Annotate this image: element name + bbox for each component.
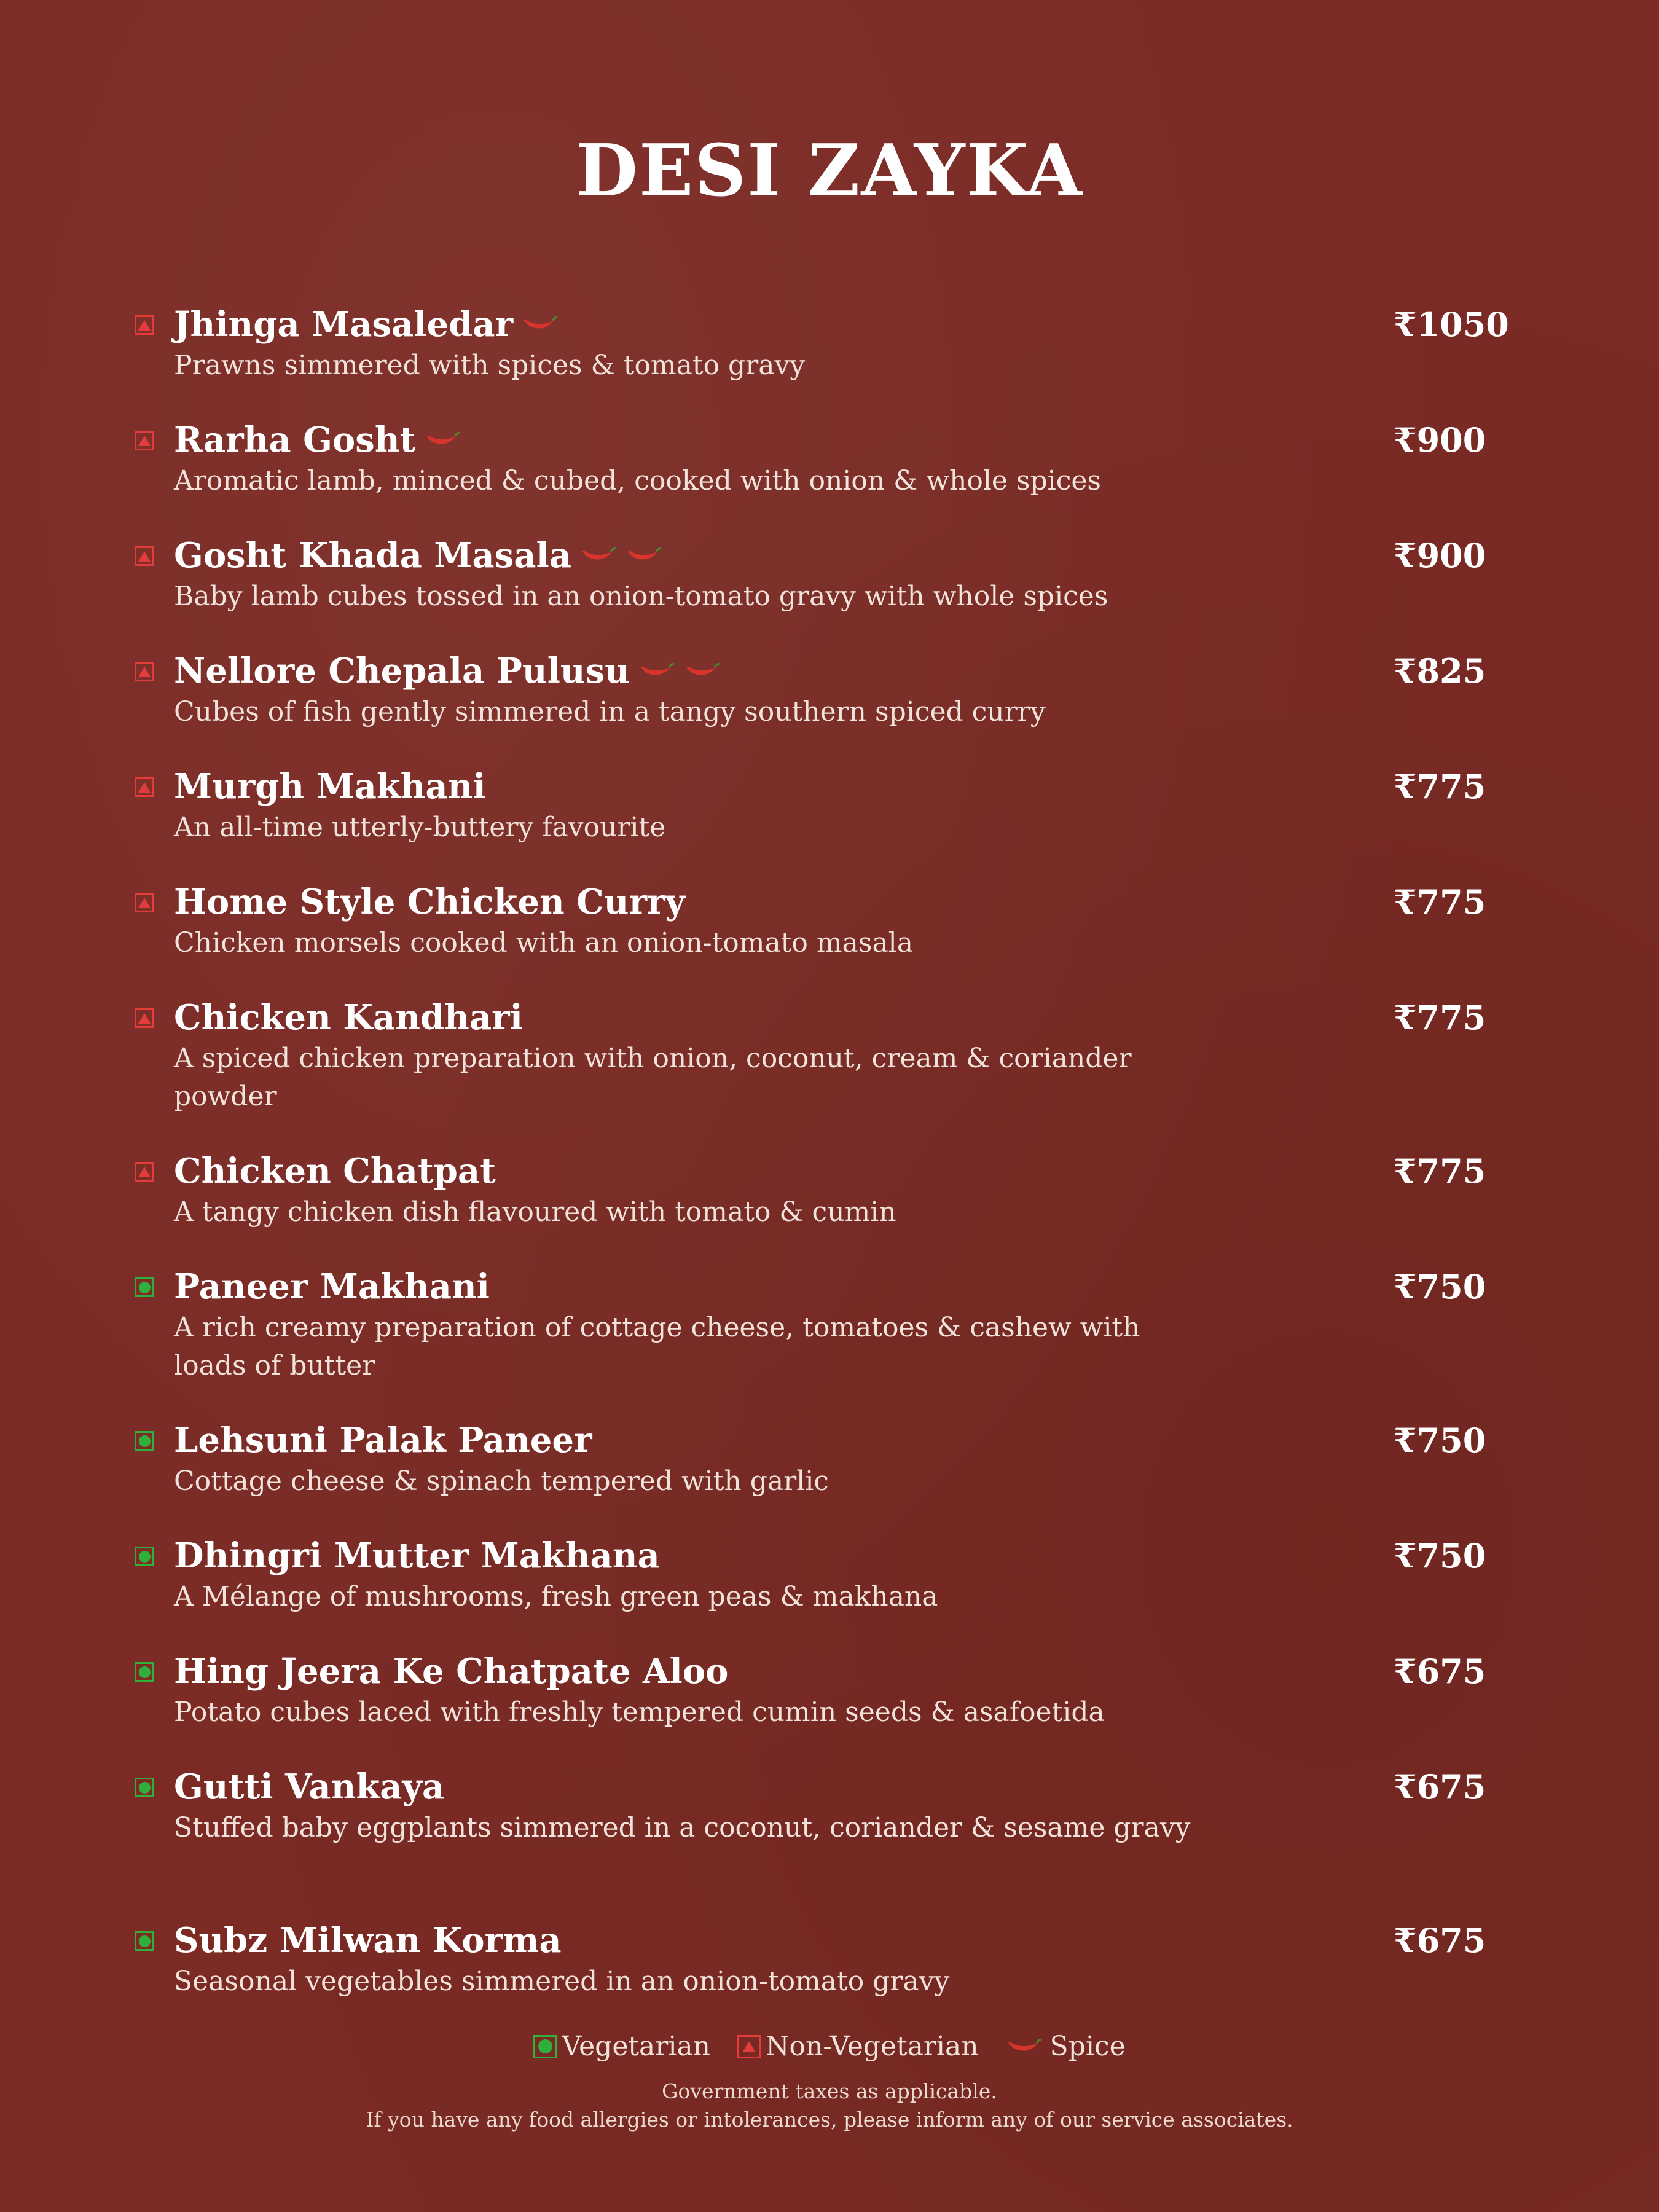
dish-name <box>174 301 559 348</box>
dish-name-text: Subz Milwan Korma <box>174 1920 562 1961</box>
chili-icon <box>684 662 721 680</box>
dish-description: A rich creamy preparation of cottage cheese, tomatoes & cashew with loads of butter <box>174 1312 1140 1381</box>
nonveg-marker-icon <box>135 662 154 681</box>
dish-price: ₹750 <box>1394 1421 1486 1460</box>
dish-name-text: Home Style Chicken Curry <box>174 882 686 922</box>
dish-description: A spiced chicken preparation with onion, coconut, cream & coriander powder <box>174 1043 1132 1112</box>
menu-title: DESI ZAYKA <box>576 129 1083 213</box>
dish-name <box>174 1148 496 1194</box>
dish-name-text: Gutti Vankaya <box>174 1767 445 1807</box>
chili-icon <box>580 546 617 565</box>
dish-name-text: Jhinga Masaledar <box>174 304 514 345</box>
nonveg-marker-icon <box>135 315 154 335</box>
legend-veg <box>533 2031 710 2062</box>
chili-icon <box>1006 2037 1043 2056</box>
veg-marker-icon <box>135 1431 154 1451</box>
dish-description: A tangy chicken dish flavoured with tomato & cumin <box>174 1196 896 1228</box>
veg-marker-icon <box>135 1662 154 1682</box>
dish-description: Potato cubes laced with freshly tempered cumin seeds & asafoetida <box>174 1696 1105 1728</box>
dish-price: ₹775 <box>1394 767 1486 806</box>
dish-name <box>174 1532 660 1579</box>
nonveg-marker-icon <box>135 1162 154 1182</box>
dish-name-text: Nellore Chepala Pulusu <box>174 651 630 691</box>
veg-marker-icon <box>135 1277 154 1297</box>
chili-icon <box>424 431 461 449</box>
nonveg-marker-icon <box>135 893 154 912</box>
dish-price: ₹675 <box>1394 1767 1486 1806</box>
dish-name-text: Lehsuni Palak Paneer <box>174 1420 592 1461</box>
legend-spice <box>1006 2031 1126 2062</box>
chili-icon <box>626 546 662 565</box>
dish-name <box>174 763 486 810</box>
dish-description: Cubes of fish gently simmered in a tangy southern spiced curry <box>174 696 1046 728</box>
nonveg-marker-icon <box>135 431 154 450</box>
dish-name <box>174 1263 490 1310</box>
dish-name <box>174 1417 592 1464</box>
dish-name <box>174 1763 444 1810</box>
dish-price: ₹1050 <box>1394 305 1509 344</box>
dish-name <box>174 1917 562 1964</box>
dish-description: Baby lamb cubes tossed in an onion-tomato gravy with whole spices <box>174 581 1108 612</box>
legend-veg-label: Vegetarian <box>562 2031 710 2062</box>
veg-marker-icon <box>135 1931 154 1951</box>
dish-name <box>174 532 662 579</box>
dish-name <box>174 1648 728 1695</box>
dish-description: Cottage cheese & spinach tempered with garlic <box>174 1465 829 1497</box>
nonveg-marker-icon <box>135 546 154 566</box>
dish-description: Chicken morsels cooked with an onion-tomato masala <box>174 927 913 959</box>
dish-price: ₹750 <box>1394 1267 1486 1306</box>
dish-description: Stuffed baby eggplants simmered in a coconut, coriander & sesame gravy <box>174 1812 1191 1843</box>
chili-icon <box>522 315 559 334</box>
dish-description: Aromatic lamb, minced & cubed, cooked with onion & whole spices <box>174 465 1101 496</box>
dish-name-text: Murgh Makhani <box>174 766 486 807</box>
legend-nonveg <box>737 2031 979 2062</box>
veg-marker-icon <box>135 1778 154 1797</box>
legend-nonveg-label: Non-Vegetarian <box>765 2031 979 2062</box>
dish-description: Seasonal vegetables simmered in an onion-tomato gravy <box>174 1966 950 1997</box>
dish-name-text: Chicken Chatpat <box>174 1151 496 1191</box>
dish-price: ₹775 <box>1394 1151 1486 1191</box>
veg-marker-icon <box>135 1547 154 1566</box>
footer-taxes: Government taxes as applicable. <box>662 2079 997 2103</box>
dish-price: ₹775 <box>1394 882 1486 922</box>
dish-price: ₹675 <box>1394 1652 1486 1691</box>
dish-price: ₹750 <box>1394 1536 1486 1575</box>
dish-name-text: Chicken Kandhari <box>174 997 523 1038</box>
nonveg-marker-icon <box>135 777 154 797</box>
dish-price: ₹900 <box>1394 420 1486 460</box>
dish-description: An all-time utterly-buttery favourite <box>174 812 666 843</box>
dish-price: ₹825 <box>1394 651 1486 691</box>
dish-name-text: Paneer Makhani <box>174 1266 490 1307</box>
dish-name <box>174 994 523 1041</box>
dish-name <box>174 417 461 463</box>
legend-spice-label: Spice <box>1049 2031 1126 2062</box>
chili-icon <box>638 662 675 680</box>
dish-name-text: Hing Jeera Ke Chatpate Aloo <box>174 1651 729 1692</box>
dish-price: ₹775 <box>1394 998 1486 1037</box>
dish-description: Prawns simmered with spices & tomato gravy <box>174 350 806 381</box>
dish-name-text: Gosht Khada Masala <box>174 535 572 576</box>
dish-price: ₹675 <box>1394 1921 1486 1960</box>
dish-name-text: Rarha Gosht <box>174 420 416 460</box>
legend <box>0 2031 1659 2062</box>
dish-name-text: Dhingri Mutter Makhana <box>174 1535 660 1576</box>
dish-price: ₹900 <box>1394 536 1486 575</box>
nonveg-marker-icon <box>737 2035 761 2058</box>
dish-name <box>174 648 721 694</box>
nonveg-marker-icon <box>135 1008 154 1028</box>
veg-marker-icon <box>533 2035 557 2058</box>
footer-allergy-note: If you have any food allergies or intolerances, please inform any of our service associates. <box>366 2108 1293 2132</box>
dish-description: A Mélange of mushrooms, fresh green peas & makhana <box>174 1581 938 1612</box>
dish-name <box>174 879 685 925</box>
